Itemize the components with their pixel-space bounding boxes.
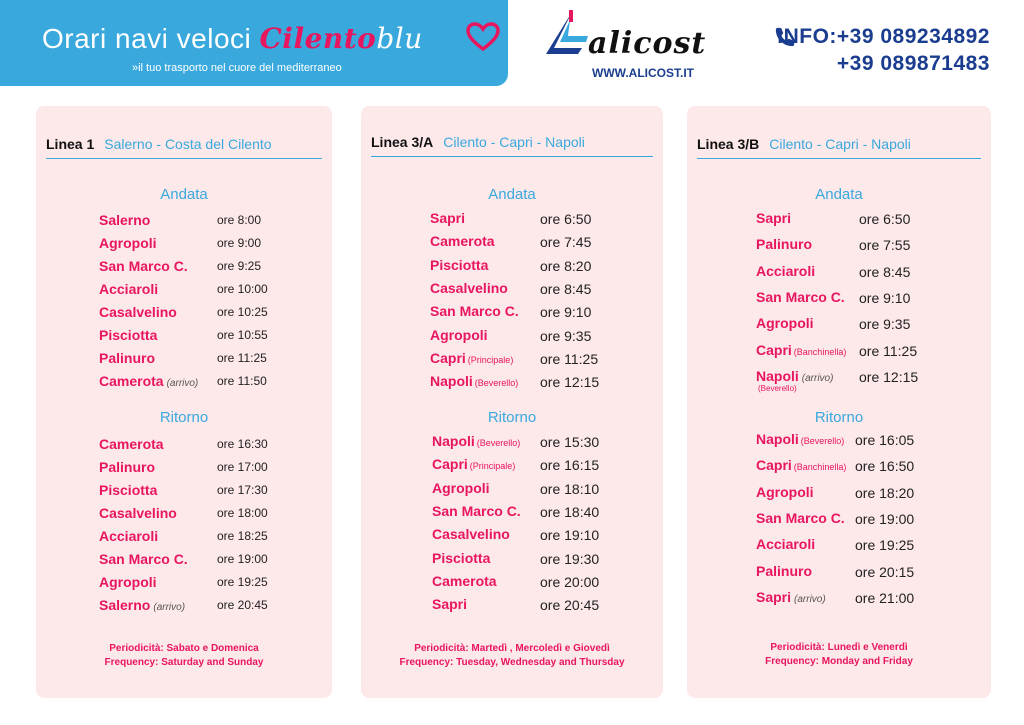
stop-name — [756, 368, 833, 384]
timetable-row — [756, 315, 983, 335]
departure-time: ore 18:40 — [540, 503, 600, 520]
timetable-row — [430, 303, 655, 323]
timetable-row — [99, 212, 324, 232]
stop-label: Napoli — [756, 367, 799, 384]
stop-port-note: (Banchinella) — [793, 462, 847, 473]
stop-name — [99, 574, 157, 590]
timetable-row — [430, 233, 655, 253]
timetable-row — [756, 457, 983, 477]
stop-name — [99, 212, 150, 228]
stop-arrival-note: (arrivo) — [166, 378, 199, 389]
timetable-row — [432, 433, 655, 453]
alicost-logo-mark — [542, 10, 588, 56]
frequency-note — [687, 641, 991, 669]
stop-label: Acciaroli — [99, 528, 159, 544]
timetable-row — [432, 596, 655, 616]
stop-name — [432, 503, 521, 519]
stop-label: Agropoli — [430, 326, 488, 343]
stop-label: Acciaroli — [756, 536, 816, 553]
ritorno-title: Ritorno — [487, 409, 537, 426]
departure-time: ore 11:25 — [859, 342, 918, 359]
departure-time: ore 9:35 — [859, 316, 911, 333]
stop-name — [756, 342, 846, 358]
departure-time: ore 6:50 — [859, 211, 911, 227]
frequency-english: Frequency: Monday and Friday — [765, 656, 913, 667]
stop-name — [756, 315, 814, 331]
stop-name — [432, 526, 510, 542]
stop-label: Pisciotta — [430, 256, 489, 273]
stop-label: Casalvelino — [430, 279, 508, 296]
stop-name — [99, 350, 155, 366]
stop-arrival-note: (arrivo) — [794, 593, 826, 605]
stop-name — [99, 505, 177, 521]
departure-time: ore 16:05 — [855, 432, 915, 448]
stop-label: Agropoli — [99, 574, 157, 590]
departure-time: ore 17:30 — [217, 483, 268, 497]
timetable-row — [756, 210, 983, 230]
stop-name — [756, 263, 815, 279]
stop-name — [430, 210, 465, 226]
line-route: Cilento - Capri - Napoli — [443, 134, 585, 150]
andata-title: Andata — [488, 186, 536, 203]
timetable-row — [99, 258, 324, 278]
stop-name — [756, 236, 812, 252]
timetable-row — [756, 367, 983, 393]
stop-label: Capri — [430, 349, 466, 366]
line-label: Linea 3/B — [697, 136, 760, 152]
departure-time: ore 20:45 — [540, 597, 600, 614]
departure-time: ore 17:00 — [217, 460, 268, 474]
stop-name — [430, 350, 513, 366]
stop-label: Sapri — [756, 210, 792, 226]
departure-time: ore 20:15 — [855, 563, 915, 580]
line-label: Linea 1 — [46, 136, 95, 152]
departure-time: ore 9:10 — [859, 289, 911, 306]
departure-time: ore 18:20 — [855, 484, 915, 501]
stop-label: Camerota — [99, 373, 164, 389]
info-phone-1[interactable]: INFO:+39 089234892 — [777, 25, 990, 48]
stop-label: Palinuro — [756, 562, 813, 579]
stop-label: Camerota — [430, 233, 495, 250]
timetable-row — [756, 563, 983, 583]
timetable-row — [99, 574, 324, 594]
stop-name — [432, 433, 520, 449]
timetable-row — [432, 480, 655, 500]
stop-port-note: (Principale) — [469, 461, 516, 472]
departure-time: ore 20:45 — [217, 598, 268, 612]
stop-label: Salerno — [99, 597, 151, 613]
timetable-row — [99, 459, 324, 479]
timetable-row — [756, 289, 983, 309]
stop-name — [99, 436, 164, 452]
stop-name — [756, 589, 826, 605]
departure-time: ore 19:00 — [217, 552, 268, 566]
departure-time: ore 7:55 — [859, 237, 911, 254]
stop-label: Capri — [432, 456, 468, 473]
brand-cilento: Cilento — [259, 22, 377, 55]
stop-label: Palinuro — [99, 350, 156, 366]
departure-time: ore 11:25 — [540, 350, 599, 367]
stop-label: Agropoli — [99, 235, 157, 251]
timetable-row — [432, 573, 655, 593]
title-text: Orari navi veloci — [42, 23, 252, 54]
timetable-row — [99, 350, 324, 370]
stop-name — [99, 327, 157, 343]
timetable-row — [430, 257, 655, 277]
stop-label: Sapri — [430, 210, 466, 226]
timetable-row — [756, 431, 983, 451]
timetable-row — [756, 589, 983, 609]
stop-name — [432, 596, 467, 612]
timetable-row — [99, 304, 324, 324]
stop-name — [99, 304, 177, 320]
stop-label: San Marco C. — [99, 551, 188, 567]
timetable-row — [432, 526, 655, 546]
stop-label: Napoli — [430, 373, 473, 390]
stop-label: Sapri — [756, 588, 792, 605]
stop-label: San Marco C. — [432, 502, 521, 519]
stop-label: Casalvelino — [99, 505, 177, 521]
stop-label: San Marco C. — [756, 288, 845, 305]
departure-time: ore 9:35 — [540, 327, 592, 344]
timetable-row — [99, 373, 324, 393]
stop-port-note: (Beverello) — [758, 383, 797, 393]
andata-title: Andata — [815, 186, 863, 203]
timetable-card-linea-1 — [36, 106, 332, 698]
timetable-row — [432, 456, 655, 476]
stop-name — [756, 510, 845, 526]
departure-time: ore 8:00 — [217, 213, 262, 227]
departure-time: ore 10:25 — [217, 305, 268, 319]
stop-label: Pisciotta — [99, 327, 158, 343]
stop-label: Napoli — [432, 433, 475, 449]
departure-time: ore 7:45 — [540, 234, 592, 251]
stop-label: Salerno — [99, 212, 151, 228]
stop-name — [756, 457, 846, 473]
timetable-row — [99, 528, 324, 548]
line-header — [697, 136, 981, 159]
stop-name — [430, 280, 508, 296]
stop-label: Agropoli — [432, 479, 490, 496]
stop-name — [756, 210, 791, 226]
departure-time: ore 6:50 — [540, 211, 592, 227]
frequency-italian: Periodicità: Martedì , Mercoledì e Giovedì — [414, 643, 610, 654]
page-title — [42, 22, 423, 55]
departure-time: ore 8:45 — [859, 263, 911, 280]
departure-time: ore 19:25 — [217, 575, 268, 589]
departure-time: ore 11:50 — [217, 374, 267, 388]
alicost-logo-text: alicost — [588, 26, 707, 61]
departure-time: ore 16:30 — [217, 437, 268, 451]
stop-name — [430, 233, 495, 249]
stop-label: Camerota — [432, 572, 497, 589]
departure-time: ore 21:00 — [855, 589, 915, 606]
timetable-row — [99, 551, 324, 571]
stop-name — [430, 373, 518, 389]
stop-label: San Marco C. — [756, 509, 845, 526]
timetable-row — [756, 536, 983, 556]
stop-name — [430, 257, 488, 273]
stop-label: San Marco C. — [99, 258, 188, 274]
frequency-note — [361, 642, 663, 670]
frequency-italian: Periodicità: Lunedì e Venerdì — [770, 642, 908, 653]
timetable-row — [432, 503, 655, 523]
line-route: Salerno - Costa del Cilento — [104, 136, 272, 152]
andata-title: Andata — [160, 186, 208, 203]
stop-label: Pisciotta — [432, 549, 491, 566]
header-banner — [0, 0, 508, 86]
line-header — [371, 134, 653, 157]
departure-time: ore 9:00 — [217, 236, 262, 250]
stop-label: Sapri — [432, 596, 468, 613]
stop-port-note: (Beverello) — [474, 378, 519, 389]
timetable-row — [756, 342, 983, 362]
brand-blu: blu — [376, 22, 423, 55]
departure-time: ore 19:10 — [540, 527, 600, 544]
stop-name — [432, 550, 490, 566]
departure-time: ore 10:00 — [217, 282, 268, 296]
stop-name — [756, 431, 844, 447]
stop-port-note: (Beverello) — [800, 436, 845, 446]
stop-arrival-note: (arrivo) — [801, 372, 834, 384]
stop-label: Agropoli — [756, 315, 814, 332]
stop-label: Acciaroli — [756, 262, 816, 279]
departure-time: ore 10:55 — [217, 328, 268, 342]
stop-name — [756, 536, 815, 552]
line-header — [46, 136, 322, 159]
departure-time: ore 18:25 — [217, 529, 268, 543]
timetable-row — [756, 510, 983, 530]
stop-label: Agropoli — [756, 483, 814, 500]
stop-name — [432, 456, 515, 472]
timetable-row — [430, 327, 655, 347]
departure-time: ore 19:30 — [540, 550, 600, 567]
stop-label: Capri — [756, 341, 792, 358]
stop-name — [430, 303, 519, 319]
departure-time: ore 9:25 — [217, 259, 262, 273]
frequency-english: Frequency: Tuesday, Wednesday and Thursday — [399, 657, 625, 668]
departure-time: ore 20:00 — [540, 573, 600, 590]
timetable-row — [430, 280, 655, 300]
stop-name — [99, 597, 185, 613]
timetable-card-linea-3a — [361, 106, 663, 698]
departure-time: ore 9:10 — [540, 304, 592, 321]
stop-name — [432, 480, 490, 496]
departure-time: ore 11:25 — [217, 351, 267, 365]
departure-time: ore 15:30 — [540, 434, 600, 450]
departure-time: ore 8:20 — [540, 257, 592, 274]
stop-label: Acciaroli — [99, 281, 159, 297]
departure-time: ore 16:50 — [855, 458, 915, 475]
stop-label: Napoli — [756, 431, 799, 447]
stop-name — [430, 327, 488, 343]
departure-time: ore 8:45 — [540, 280, 592, 297]
frequency-italian: Periodicità: Sabato e Domenica — [109, 643, 259, 654]
timetable-row — [756, 236, 983, 256]
stop-name — [99, 482, 157, 498]
ritorno-title: Ritorno — [814, 409, 864, 426]
departure-time: ore 12:15 — [859, 368, 919, 385]
line-route: Cilento - Capri - Napoli — [769, 136, 911, 152]
stop-port-note: (Principale) — [467, 354, 514, 365]
stop-label: Casalvelino — [432, 526, 510, 543]
departure-time: ore 16:15 — [540, 457, 600, 474]
departure-time: ore 18:00 — [217, 506, 268, 520]
timetable-row — [432, 550, 655, 570]
timetable-row — [99, 235, 324, 255]
departure-time: ore 19:25 — [855, 537, 915, 554]
timetable-row — [99, 281, 324, 301]
stop-name — [99, 373, 198, 389]
timetable-row — [99, 505, 324, 525]
stop-name — [756, 289, 845, 305]
line-label: Linea 3/A — [371, 134, 434, 150]
stop-name — [99, 459, 155, 475]
frequency-note — [36, 642, 332, 670]
timetable-row — [430, 373, 655, 393]
departure-time: ore 19:00 — [855, 510, 915, 527]
banner-subtitle: »il tuo trasporto nel cuore del mediterraneo — [132, 62, 342, 74]
heart-icon — [466, 22, 500, 52]
timetable-row — [756, 484, 983, 504]
timetable-row — [99, 436, 324, 456]
timetable-row — [430, 210, 655, 230]
timetable-row — [430, 350, 655, 370]
frequency-english: Frequency: Saturday and Sunday — [104, 657, 264, 668]
timetable-row — [756, 263, 983, 283]
stop-label: Palinuro — [756, 236, 813, 253]
stop-name — [99, 528, 158, 544]
stop-label: Pisciotta — [99, 482, 158, 498]
stop-arrival-note: (arrivo) — [153, 602, 186, 613]
stop-label: Capri — [756, 457, 792, 474]
stop-port-note: (Banchinella) — [793, 346, 847, 357]
stop-name — [99, 281, 158, 297]
stop-name — [756, 563, 812, 579]
alicost-website[interactable]: WWW.ALICOST.IT — [592, 66, 694, 80]
ritorno-title: Ritorno — [159, 409, 209, 426]
timetable-row — [99, 327, 324, 347]
stop-name — [432, 573, 497, 589]
stop-label: Casalvelino — [99, 304, 177, 320]
stop-name — [99, 258, 188, 274]
stop-label: Palinuro — [99, 459, 156, 475]
stop-port-note: (Beverello) — [476, 438, 521, 448]
timetable-row — [99, 482, 324, 502]
departure-time: ore 12:15 — [540, 374, 600, 391]
stop-name — [99, 235, 157, 251]
timetable-row — [99, 597, 324, 617]
timetable-card-linea-3b — [687, 106, 991, 698]
info-phone-2[interactable]: +39 089871483 — [836, 52, 990, 75]
stop-name — [99, 551, 188, 567]
departure-time: ore 18:10 — [540, 480, 600, 497]
stop-label: San Marco C. — [430, 303, 519, 320]
stop-label: Camerota — [99, 436, 164, 452]
stop-name — [756, 484, 814, 500]
